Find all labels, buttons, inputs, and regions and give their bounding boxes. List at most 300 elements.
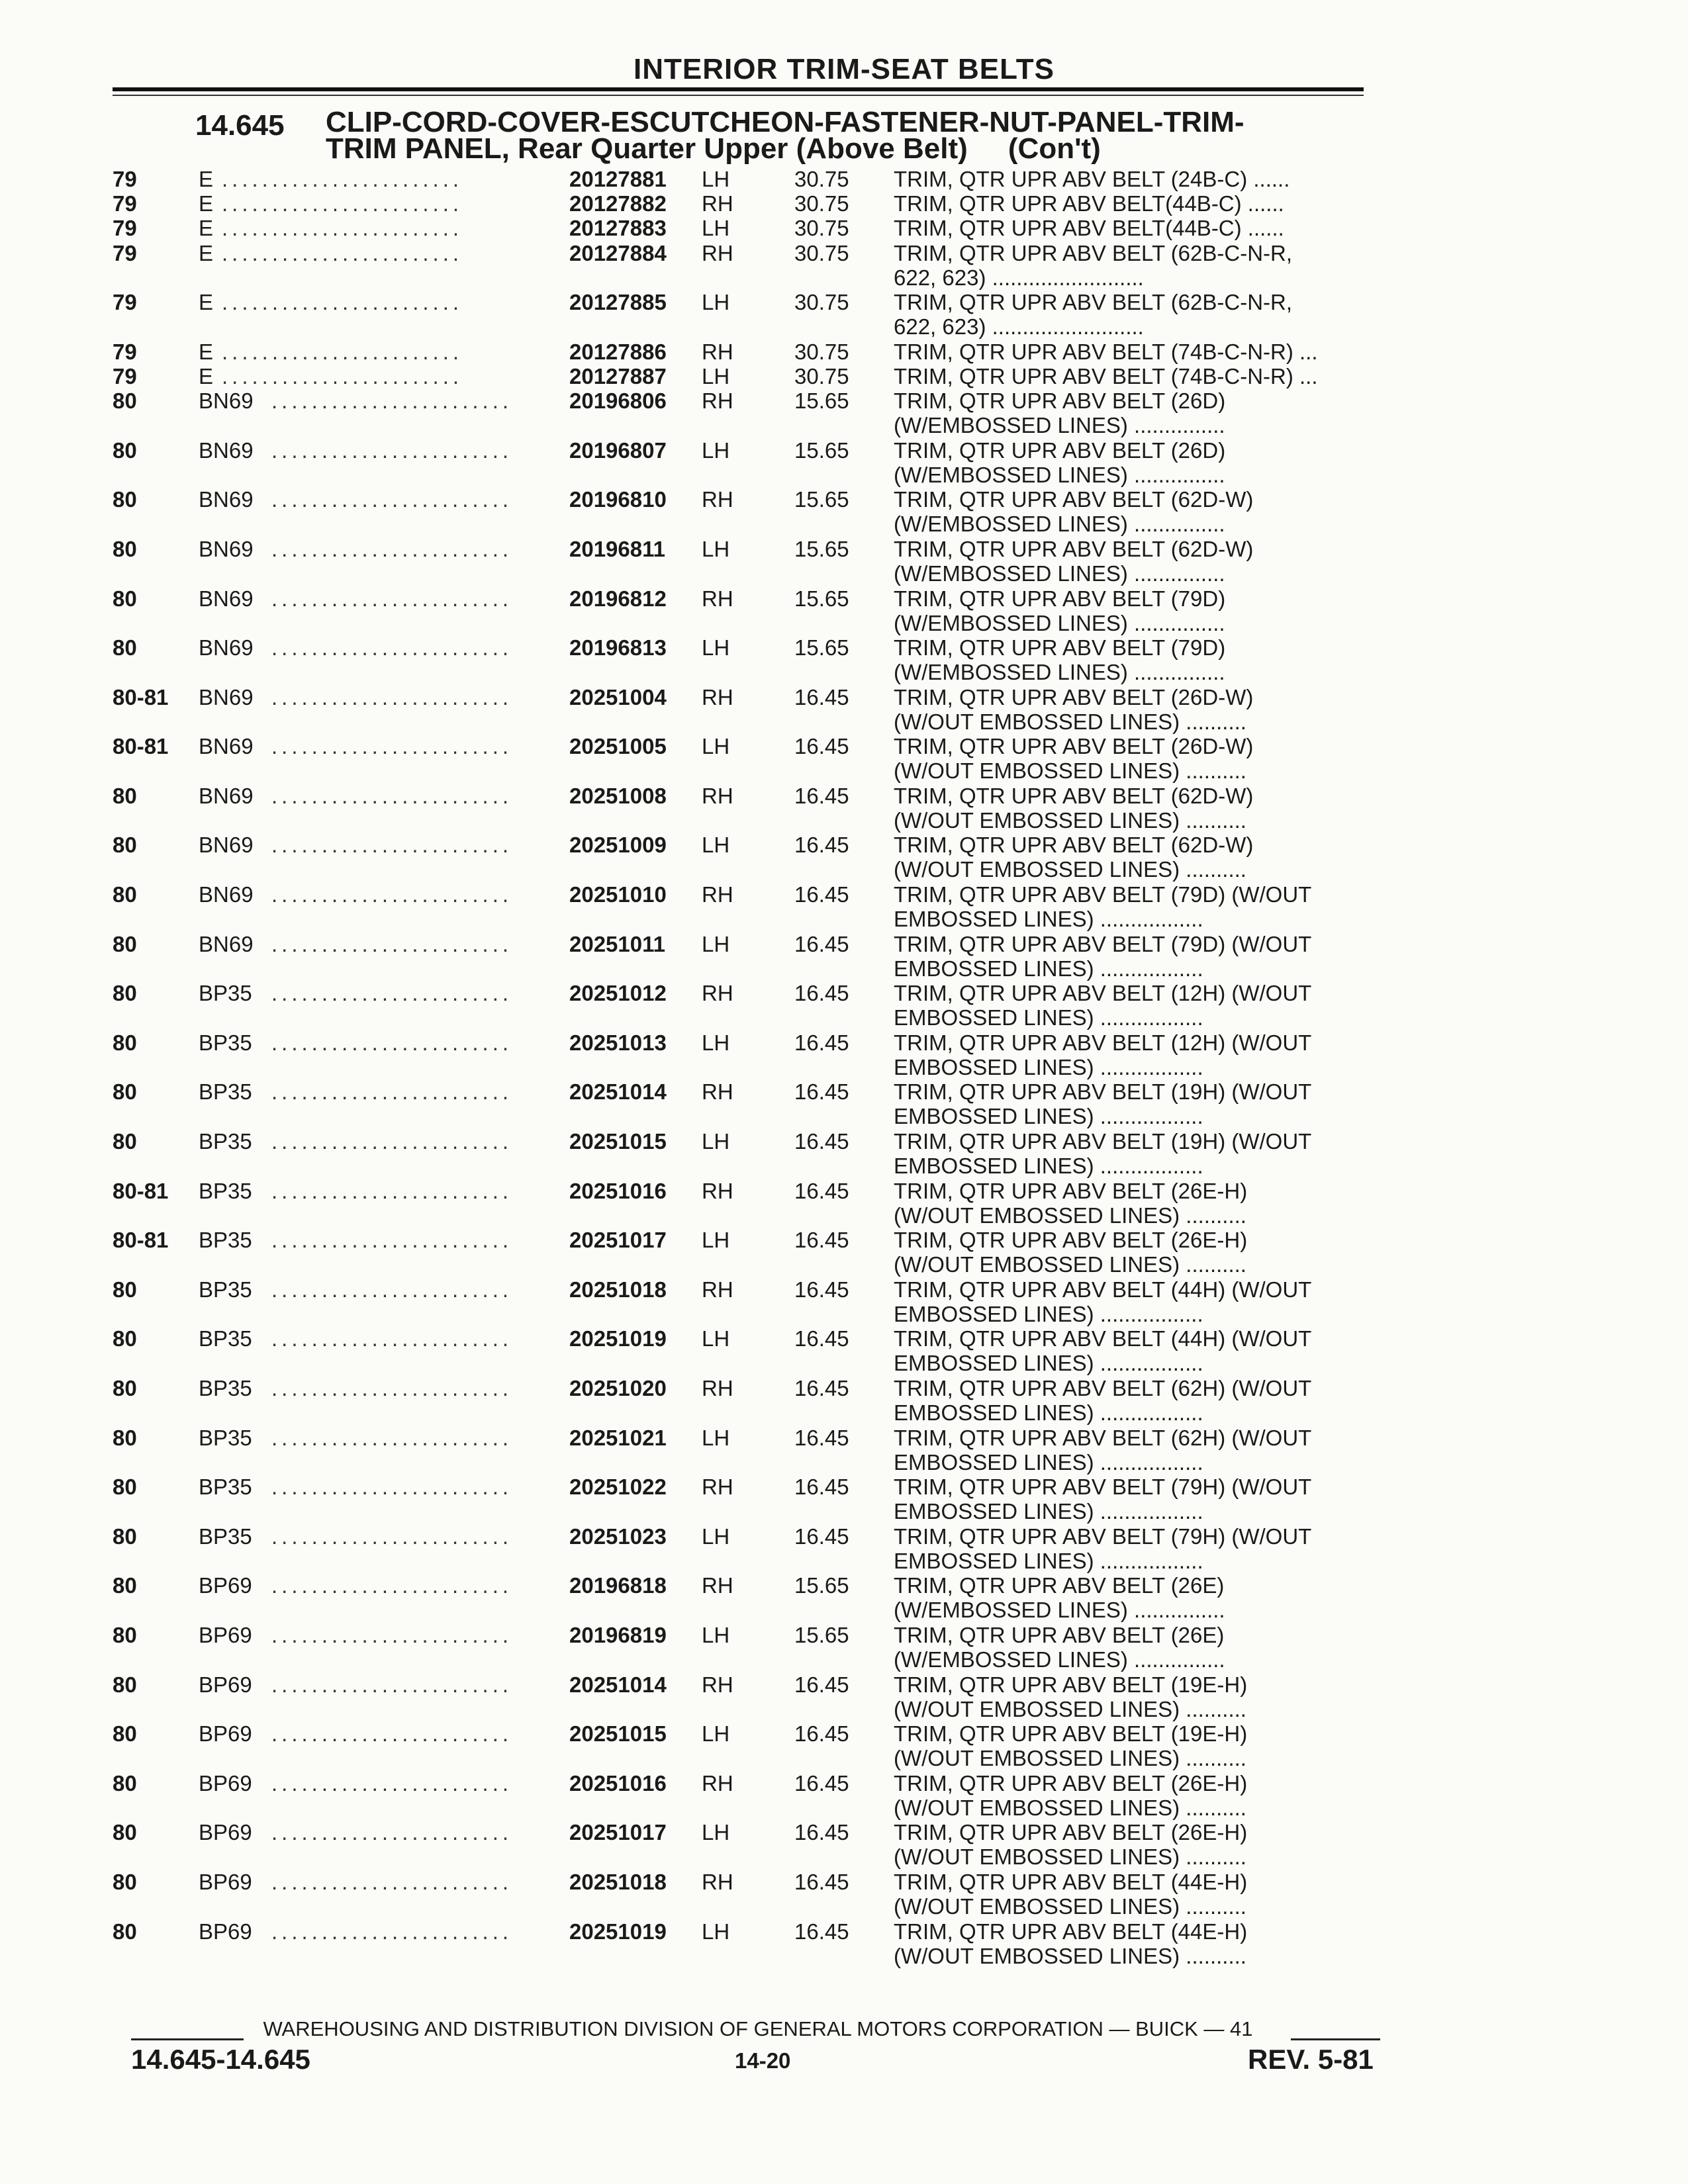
description-cell: TRIM, QTR UPR ABV BELT(44B-C) ......	[894, 216, 1284, 241]
model-cell: BP35	[199, 1524, 252, 1549]
section-number: 14.645	[195, 109, 285, 142]
price-cell: 30.75	[794, 290, 849, 315]
model-cell: BN69	[199, 635, 254, 660]
model-cell: BP35	[199, 1425, 252, 1450]
leader-dots: ........................	[271, 1721, 513, 1747]
year-cell: 80	[113, 1030, 137, 1055]
leader-dots: ........................	[271, 1820, 513, 1845]
table-row	[0, 1079, 1688, 1129]
price-cell: 16.45	[794, 783, 849, 808]
side-cell: RH	[702, 1869, 733, 1894]
description-cell: TRIM, QTR UPR ABV BELT (79D) (W/OUT EMBOSSED LINES) .................	[894, 882, 1312, 932]
model-cell: BP69	[199, 1770, 252, 1796]
year-cell: 80	[113, 437, 137, 463]
table-row	[0, 438, 1688, 488]
description-cell: TRIM, QTR UPR ABV BELT (44H) (W/OUT EMBOSSED LINES) .................	[894, 1277, 1312, 1326]
part-number-cell: 20251022	[569, 1475, 667, 1500]
description-cell: TRIM, QTR UPR ABV BELT (19H) (W/OUT EMBOSSED LINES) .................	[894, 1079, 1312, 1129]
leader-dots: ........................	[271, 1178, 513, 1203]
leader-dots: ........................	[271, 1573, 513, 1598]
part-number-cell: 20251015	[569, 1129, 667, 1154]
part-number-cell: 20251018	[569, 1277, 667, 1302]
table-row	[0, 487, 1688, 537]
side-cell: LH	[702, 437, 730, 463]
year-cell: 80	[113, 931, 137, 956]
leader-dots: ........................	[222, 339, 463, 364]
side-cell: RH	[702, 339, 733, 364]
table-row	[0, 340, 1688, 364]
leader-dots: ........................	[271, 1425, 513, 1450]
table-row	[0, 167, 1688, 191]
description-cell: TRIM, QTR UPR ABV BELT (62D-W) (W/EMBOSSED LINES) ...............	[894, 536, 1254, 586]
year-cell: 80-81	[113, 1178, 169, 1203]
side-cell: LH	[702, 167, 730, 191]
side-cell: RH	[702, 783, 733, 808]
year-cell: 80	[113, 635, 137, 660]
price-cell: 16.45	[794, 1820, 849, 1845]
model-cell: BN69	[199, 931, 254, 956]
description-cell: TRIM, QTR UPR ABV BELT (62D-W) (W/OUT EMBOSSED LINES) ..........	[894, 833, 1254, 882]
price-cell: 16.45	[794, 1524, 849, 1549]
leader-dots: ........................	[271, 1770, 513, 1796]
leader-dots: ........................	[271, 487, 513, 512]
model-cell: BN69	[199, 882, 254, 907]
price-cell: 16.45	[794, 734, 849, 759]
description-cell: TRIM, QTR UPR ABV BELT (62D-W) (W/EMBOSSED LINES) ...............	[894, 487, 1254, 537]
price-cell: 15.65	[794, 586, 849, 611]
part-number-cell: 20251021	[569, 1425, 667, 1450]
price-cell: 16.45	[794, 1919, 849, 1944]
part-number-cell: 20251016	[569, 1178, 667, 1203]
description-cell: TRIM, QTR UPR ABV BELT (26E-H) (W/OUT EMBOSSED LINES) ..........	[894, 1820, 1248, 1870]
part-number-cell: 20251013	[569, 1030, 667, 1055]
leader-dots: ........................	[271, 1129, 513, 1154]
year-cell: 80	[113, 1524, 137, 1549]
year-cell: 80	[113, 1869, 137, 1894]
leader-dots: ........................	[271, 437, 513, 463]
price-cell: 16.45	[794, 1425, 849, 1450]
price-cell: 15.65	[794, 487, 849, 512]
side-cell: LH	[702, 1129, 730, 1154]
side-cell: LH	[702, 216, 730, 241]
description-cell: TRIM, QTR UPR ABV BELT (44H) (W/OUT EMBOSSED LINES) .................	[894, 1326, 1312, 1376]
part-number-cell: 20251014	[569, 1672, 667, 1697]
description-cell: TRIM, QTR UPR ABV BELT (44E-H) (W/OUT EMBOSSED LINES) ..........	[894, 1869, 1248, 1919]
part-number-cell: 20251018	[569, 1869, 667, 1894]
year-cell: 80-81	[113, 734, 169, 759]
side-cell: RH	[702, 1079, 733, 1105]
price-cell: 16.45	[794, 981, 849, 1006]
part-number-cell: 20251015	[569, 1721, 667, 1747]
side-cell: RH	[702, 586, 733, 611]
table-row	[0, 1030, 1688, 1080]
part-number-cell: 20196818	[569, 1573, 667, 1598]
model-cell: E	[199, 363, 214, 388]
table-row	[0, 1179, 1688, 1228]
table-row	[0, 833, 1688, 882]
price-cell: 16.45	[794, 1129, 849, 1154]
price-cell: 16.45	[794, 1672, 849, 1697]
price-cell: 15.65	[794, 388, 849, 414]
year-cell: 80	[113, 1672, 137, 1697]
footer-rule-left	[131, 2038, 244, 2040]
leader-dots: ........................	[222, 167, 463, 191]
side-cell: LH	[702, 833, 730, 858]
leader-dots: ........................	[271, 536, 513, 561]
side-cell: RH	[702, 1178, 733, 1203]
leader-dots: ........................	[271, 833, 513, 858]
part-number-cell: 20127884	[569, 240, 667, 265]
price-cell: 30.75	[794, 240, 849, 265]
part-number-cell: 20251017	[569, 1820, 667, 1845]
year-cell: 80	[113, 1721, 137, 1747]
price-cell: 30.75	[794, 363, 849, 388]
part-number-cell: 20251012	[569, 981, 667, 1006]
leader-dots: ........................	[271, 1376, 513, 1400]
leader-dots: ........................	[271, 1869, 513, 1894]
side-cell: RH	[702, 1770, 733, 1796]
description-cell: TRIM, QTR UPR ABV BELT (26E-H) (W/OUT EMBOSSED LINES) ..........	[894, 1178, 1248, 1228]
table-row	[0, 1228, 1688, 1277]
price-cell: 30.75	[794, 167, 849, 191]
price-cell: 16.45	[794, 1326, 849, 1351]
table-row	[0, 1475, 1688, 1524]
description-cell: TRIM, QTR UPR ABV BELT (62B-C-N-R, 622, 623) .........................	[894, 290, 1293, 340]
model-cell: E	[199, 216, 214, 241]
side-cell: LH	[702, 1524, 730, 1549]
side-cell: LH	[702, 536, 730, 561]
model-cell: BP69	[199, 1919, 252, 1944]
section-title-line1: CLIP-CORD-COVER-ESCUTCHEON-FASTENER-NUT-PANEL-TRIM-	[326, 106, 1244, 138]
page-title: INTERIOR TRIM-SEAT BELTS	[633, 53, 1055, 85]
side-cell: RH	[702, 882, 733, 907]
model-cell: BN69	[199, 734, 254, 759]
section-title-line2: TRIM PANEL, Rear Quarter Upper (Above Belt) (Con't)	[326, 132, 1101, 165]
leader-dots: ........................	[271, 1524, 513, 1549]
leader-dots: ........................	[271, 1228, 513, 1253]
description-cell: TRIM, QTR UPR ABV BELT (12H) (W/OUT EMBOSSED LINES) .................	[894, 1030, 1312, 1079]
part-number-cell: 20196819	[569, 1622, 667, 1647]
table-row	[0, 586, 1688, 636]
model-cell: BP35	[199, 1326, 252, 1351]
model-cell: E	[199, 191, 214, 216]
table-row	[0, 1277, 1688, 1327]
leader-dots: ........................	[271, 1672, 513, 1697]
part-number-cell: 20251008	[569, 783, 667, 808]
price-cell: 16.45	[794, 1228, 849, 1253]
side-cell: LH	[702, 363, 730, 388]
table-row	[0, 685, 1688, 735]
side-cell: RH	[702, 1672, 733, 1697]
table-row	[0, 1524, 1688, 1574]
leader-dots: ........................	[222, 191, 463, 216]
year-cell: 79	[113, 216, 137, 241]
model-cell: BP69	[199, 1869, 252, 1894]
model-cell: BN69	[199, 833, 254, 858]
price-cell: 30.75	[794, 339, 849, 364]
part-number-cell: 20127885	[569, 290, 667, 315]
description-cell: TRIM, QTR UPR ABV BELT (26E-H) (W/OUT EMBOSSED LINES) ..........	[894, 1228, 1248, 1277]
part-number-cell: 20251019	[569, 1326, 667, 1351]
year-cell: 79	[113, 363, 137, 388]
table-row	[0, 1623, 1688, 1672]
year-cell: 79	[113, 191, 137, 216]
model-cell: BN69	[199, 684, 254, 709]
model-cell: BP69	[199, 1721, 252, 1747]
side-cell: LH	[702, 1030, 730, 1055]
description-cell: TRIM, QTR UPR ABV BELT (74B-C-N-R) ...	[894, 339, 1318, 364]
price-cell: 30.75	[794, 191, 849, 216]
price-cell: 15.65	[794, 1573, 849, 1598]
part-number-cell: 20251009	[569, 833, 667, 858]
part-number-cell: 20196812	[569, 586, 667, 611]
part-number-cell: 20251016	[569, 1770, 667, 1796]
part-number-cell: 20127883	[569, 216, 667, 241]
model-cell: BN69	[199, 437, 254, 463]
model-cell: BP69	[199, 1672, 252, 1697]
part-number-cell: 20251011	[569, 931, 666, 956]
leader-dots: ........................	[222, 216, 463, 241]
table-row	[0, 537, 1688, 586]
year-cell: 80	[113, 1129, 137, 1154]
leader-dots: ........................	[222, 290, 463, 315]
part-number-cell: 20127886	[569, 339, 667, 364]
table-row	[0, 364, 1688, 388]
description-cell: TRIM, QTR UPR ABV BELT (19E-H) (W/OUT EMBOSSED LINES) ..........	[894, 1672, 1248, 1721]
year-cell: 80	[113, 1277, 137, 1302]
part-number-cell: 20127881	[569, 167, 667, 191]
description-cell: TRIM, QTR UPR ABV BELT (79D) (W/EMBOSSED LINES) ...............	[894, 586, 1226, 635]
model-cell: E	[199, 290, 214, 315]
year-cell: 80	[113, 536, 137, 561]
year-cell: 79	[113, 290, 137, 315]
description-cell: TRIM, QTR UPR ABV BELT (62B-C-N-R, 622, 623) .........................	[894, 240, 1293, 290]
part-number-cell: 20251014	[569, 1079, 667, 1105]
part-number-cell: 20251023	[569, 1524, 667, 1549]
side-cell: LH	[702, 1326, 730, 1351]
table-row	[0, 882, 1688, 932]
price-cell: 16.45	[794, 1475, 849, 1500]
table-row	[0, 784, 1688, 833]
description-cell: TRIM, QTR UPR ABV BELT (12H) (W/OUT EMBOSSED LINES) .................	[894, 981, 1312, 1030]
description-cell: TRIM, QTR UPR ABV BELT (26E) (W/EMBOSSED LINES) ...............	[894, 1622, 1225, 1672]
table-row	[0, 191, 1688, 216]
part-number-cell: 20251020	[569, 1376, 667, 1400]
leader-dots: ........................	[222, 363, 463, 388]
leader-dots: ........................	[271, 586, 513, 611]
description-cell: TRIM, QTR UPR ABV BELT (19E-H) (W/OUT EMBOSSED LINES) ..........	[894, 1721, 1248, 1771]
section-title	[326, 106, 1244, 165]
part-number-cell: 20127887	[569, 363, 667, 388]
model-cell: E	[199, 339, 214, 364]
table-row	[0, 635, 1688, 685]
part-number-cell: 20127882	[569, 191, 667, 216]
model-cell: BN69	[199, 536, 254, 561]
header-rule-thin	[113, 95, 1364, 96]
leader-dots: ........................	[271, 1030, 513, 1055]
price-cell: 15.65	[794, 635, 849, 660]
price-cell: 16.45	[794, 931, 849, 956]
year-cell: 80	[113, 1079, 137, 1105]
leader-dots: ........................	[271, 1622, 513, 1647]
year-cell: 80	[113, 1326, 137, 1351]
side-cell: RH	[702, 240, 733, 265]
year-cell: 79	[113, 240, 137, 265]
year-cell: 80-81	[113, 684, 169, 709]
table-row	[0, 1376, 1688, 1426]
model-cell: BP35	[199, 1277, 252, 1302]
price-cell: 16.45	[794, 1376, 849, 1400]
table-row	[0, 216, 1688, 240]
table-row	[0, 1326, 1688, 1376]
part-number-cell: 20196810	[569, 487, 667, 512]
table-row	[0, 1919, 1688, 1969]
model-cell: BP35	[199, 1475, 252, 1500]
year-cell: 80	[113, 1820, 137, 1845]
model-cell: BN69	[199, 487, 254, 512]
part-number-cell: 20196806	[569, 388, 667, 414]
side-cell: LH	[702, 635, 730, 660]
table-row	[0, 388, 1688, 438]
side-cell: LH	[702, 1919, 730, 1944]
leader-dots: ........................	[271, 1079, 513, 1105]
description-cell: TRIM, QTR UPR ABV BELT (74B-C-N-R) ...	[894, 363, 1318, 388]
price-cell: 16.45	[794, 1721, 849, 1747]
parts-table	[0, 167, 1688, 1968]
leader-dots: ........................	[271, 1475, 513, 1500]
description-cell: TRIM, QTR UPR ABV BELT (79D) (W/EMBOSSED LINES) ...............	[894, 635, 1226, 685]
description-cell: TRIM, QTR UPR ABV BELT (62H) (W/OUT EMBOSSED LINES) .................	[894, 1376, 1312, 1425]
price-cell: 16.45	[794, 1030, 849, 1055]
side-cell: LH	[702, 1622, 730, 1647]
table-row	[0, 734, 1688, 784]
model-cell: BN69	[199, 586, 254, 611]
description-cell: TRIM, QTR UPR ABV BELT (26E-H) (W/OUT EMBOSSED LINES) ..........	[894, 1770, 1248, 1820]
leader-dots: ........................	[271, 684, 513, 709]
leader-dots: ........................	[271, 1919, 513, 1944]
side-cell: RH	[702, 1573, 733, 1598]
year-cell: 80	[113, 1475, 137, 1500]
price-cell: 16.45	[794, 833, 849, 858]
price-cell: 15.65	[794, 536, 849, 561]
model-cell: E	[199, 240, 214, 265]
side-cell: RH	[702, 981, 733, 1006]
year-cell: 80	[113, 882, 137, 907]
year-cell: 80-81	[113, 1228, 169, 1253]
year-cell: 80	[113, 586, 137, 611]
side-cell: LH	[702, 931, 730, 956]
model-cell: BN69	[199, 783, 254, 808]
description-cell: TRIM, QTR UPR ABV BELT (26D) (W/EMBOSSED LINES) ...............	[894, 388, 1226, 438]
year-cell: 79	[113, 339, 137, 364]
year-cell: 80	[113, 1919, 137, 1944]
leader-dots: ........................	[271, 388, 513, 414]
part-number-cell: 20251019	[569, 1919, 667, 1944]
table-row	[0, 290, 1688, 340]
description-cell: TRIM, QTR UPR ABV BELT (79H) (W/OUT EMBOSSED LINES) .................	[894, 1475, 1312, 1524]
model-cell: BP35	[199, 1129, 252, 1154]
description-cell: TRIM, QTR UPR ABV BELT (62H) (W/OUT EMBOSSED LINES) .................	[894, 1425, 1312, 1475]
part-number-cell: 20196811	[569, 536, 666, 561]
part-number-cell: 20251005	[569, 734, 667, 759]
description-cell: TRIM, QTR UPR ABV BELT (79D) (W/OUT EMBOSSED LINES) .................	[894, 931, 1312, 981]
year-cell: 80	[113, 1770, 137, 1796]
model-cell: BP69	[199, 1820, 252, 1845]
part-number-cell: 20251004	[569, 684, 667, 709]
model-cell: BN69	[199, 388, 254, 414]
year-cell: 80	[113, 388, 137, 414]
description-cell: TRIM, QTR UPR ABV BELT (19H) (W/OUT EMBOSSED LINES) .................	[894, 1129, 1312, 1179]
leader-dots: ........................	[271, 1277, 513, 1302]
leader-dots: ........................	[271, 1326, 513, 1351]
year-cell: 80	[113, 1573, 137, 1598]
price-cell: 16.45	[794, 1869, 849, 1894]
table-row	[0, 1721, 1688, 1771]
footer-section-range: 14.645-14.645	[131, 2044, 310, 2075]
table-row	[0, 1870, 1688, 1919]
part-number-cell: 20196807	[569, 437, 667, 463]
year-cell: 80	[113, 487, 137, 512]
part-number-cell: 20251010	[569, 882, 667, 907]
part-number-cell: 20196813	[569, 635, 667, 660]
table-row	[0, 1771, 1688, 1821]
model-cell: BP69	[199, 1573, 252, 1598]
price-cell: 15.65	[794, 1622, 849, 1647]
year-cell: 80	[113, 783, 137, 808]
year-cell: 79	[113, 167, 137, 191]
description-cell: TRIM, QTR UPR ABV BELT (26D-W) (W/OUT EMBOSSED LINES) ..........	[894, 734, 1254, 784]
model-cell: BP35	[199, 1030, 252, 1055]
price-cell: 30.75	[794, 216, 849, 241]
price-cell: 16.45	[794, 1178, 849, 1203]
header-rule	[113, 87, 1364, 91]
side-cell: RH	[702, 388, 733, 414]
year-cell: 80	[113, 1622, 137, 1647]
part-number-cell: 20251017	[569, 1228, 667, 1253]
year-cell: 80	[113, 981, 137, 1006]
table-row	[0, 241, 1688, 291]
model-cell: BP35	[199, 981, 252, 1006]
footer-revision: REV. 5-81	[1248, 2044, 1374, 2075]
footer-page-number: 14-20	[735, 2048, 791, 2073]
price-cell: 16.45	[794, 882, 849, 907]
side-cell: LH	[702, 1425, 730, 1450]
footer-rule-right	[1291, 2038, 1380, 2040]
leader-dots: ........................	[271, 882, 513, 907]
leader-dots: ........................	[271, 981, 513, 1006]
price-cell: 16.45	[794, 1277, 849, 1302]
table-row	[0, 1426, 1688, 1475]
side-cell: LH	[702, 734, 730, 759]
model-cell: BP35	[199, 1079, 252, 1105]
model-cell: BP35	[199, 1376, 252, 1400]
description-cell: TRIM, QTR UPR ABV BELT (79H) (W/OUT EMBOSSED LINES) .................	[894, 1524, 1312, 1573]
table-row	[0, 1820, 1688, 1870]
model-cell: BP35	[199, 1178, 252, 1203]
table-row	[0, 932, 1688, 981]
leader-dots: ........................	[271, 783, 513, 808]
description-cell: TRIM, QTR UPR ABV BELT (44E-H) (W/OUT EMBOSSED LINES) ..........	[894, 1919, 1248, 1968]
side-cell: RH	[702, 1475, 733, 1500]
description-cell: TRIM, QTR UPR ABV BELT(44B-C) ......	[894, 191, 1284, 216]
leader-dots: ........................	[271, 635, 513, 660]
table-row	[0, 1573, 1688, 1623]
side-cell: LH	[702, 1820, 730, 1845]
side-cell: RH	[702, 191, 733, 216]
leader-dots: ........................	[271, 931, 513, 956]
description-cell: TRIM, QTR UPR ABV BELT (26D-W) (W/OUT EMBOSSED LINES) ..........	[894, 684, 1254, 734]
year-cell: 80	[113, 1425, 137, 1450]
